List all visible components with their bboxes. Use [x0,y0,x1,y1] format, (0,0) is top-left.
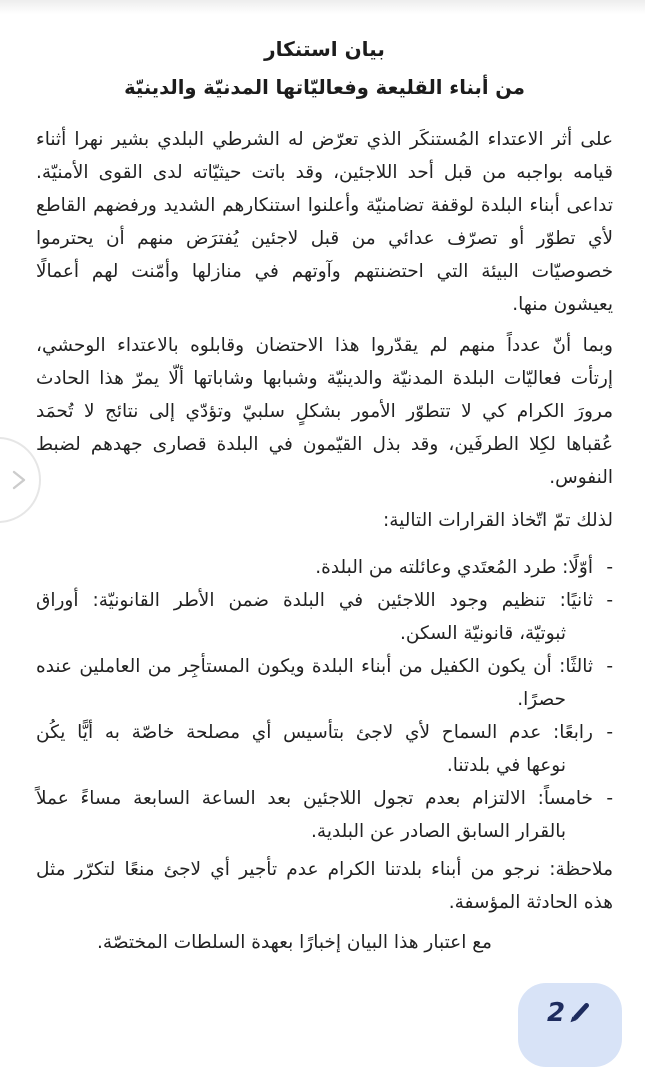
decision-line: ثالثًا: أن يكون الكفيل من أبناء البلدة ويكون المستأجِر من العاملين عنده [36,656,593,677]
paragraph-line: لأي تطوّر أو تصرّف عدائي من قبل لاجئين يُفترَض منهم أن يحترموا [36,228,613,249]
paragraph-line: خصوصيّات البيئة التي احتضنتهم وآوتهم في منازلها وأمّنت لهم أعمالًا [36,261,613,282]
paragraph-line: النفوس. [549,467,613,488]
dash-marker: - [606,722,613,743]
paragraph-line: تداعى أبناء البلدة لوقفة تضامنيّة وأعلنوا استنكارهم الشديد ورفضهم القاطع [36,195,613,216]
pen-icon [567,999,593,1025]
dash-marker: - [606,590,613,611]
paragraph-line: إرتأت فعاليّات البلدة المدنيّة والدينيّة وشبابها وشاباتها ألّا يمرّ هذا الحادث [36,368,613,389]
decision-item-1 [36,551,613,584]
note-line: ملاحظة: نرجو من أبناء بلدتنا الكرام عدم تأجير أي لاجئ منعًا لتكرّر مثل [36,859,613,880]
decision-line: نوعها في بلدتنا. [446,755,566,776]
decision-item-4 [36,716,613,782]
decisions-list [36,551,613,848]
note-line: هذه الحادثة المؤسفة. [448,892,613,913]
dash-marker: - [606,656,613,677]
statement-title: بيان استنكار [264,37,385,61]
paragraph-line: وبما أنّ عدداً منهم لم يقدّروا هذا الاحتضان وقابلوه بالاعتداء الوحشي، [36,335,613,356]
note-paragraph [36,853,613,919]
decision-line: ثانيًا: تنظيم وجود اللاجئين في البلدة ضمن الأطر القانونيّة: أوراق [36,590,593,611]
decision-item-5 [36,782,613,848]
paragraph-line: على أثر الاعتداء المُستنكَر الذي تعرّض له الشرطي البلدي بشير نهرا أثناء [36,129,613,150]
decision-line: خامساً: الالتزام بعدم تجول اللاجئين بعد الساعة السابعة مساءً عملاً [36,788,593,809]
closing-line: مع اعتبار هذا البيان إخبارًا بعهدة السلطات المختصّة. [97,932,492,953]
dash-marker: - [606,557,613,578]
paragraph-2 [36,329,613,494]
chevron-right-icon [6,468,30,492]
decision-line: أوّلًا: طرد المُعتَدي وعائلته من البلدة. [315,557,593,578]
decision-line: حصرًا. [517,689,566,710]
decision-item-2 [36,584,613,650]
decision-line: رابعًا: عدم السماح لأي لاجئ بتأسيس أي مصلحة خاصّة به أيًّا يكُن [36,722,593,743]
decision-line: ثبوتيّة، قانونيّة السكن. [400,623,566,644]
decision-line: بالقرار السابق الصادر عن البلدية. [311,821,566,842]
annotate-badge-button[interactable] [518,983,622,1067]
paragraph-line: قيامه بواجبه من قبل أحد اللاجئين، وقد باتت حيثيّاته لدى القوى الأمنيّة. [36,162,613,183]
statement-subtitle: من أبناء القليعة وفعاليّاتها المدنيّة والدينيّة [124,76,525,99]
decision-item-3 [36,650,613,716]
annotation-count: 2 [546,998,566,1028]
paragraph-line: يعيشون منها. [512,294,613,315]
paragraph-line: مرورَ الكرام كي لا تتطوّر الأمور بشكلٍ سلبيّ وتؤدّي إلى نتائج لا تُحمَد [36,401,613,422]
paragraph-line: عُقباها لكِلا الطرفَين، وقد بذل القيّمون في البلدة قصارى جهدهم لضبط [36,434,613,455]
paragraph-1 [36,123,613,321]
dash-marker: - [606,788,613,809]
decisions-intro: لذلك تمّ اتّخاذ القرارات التالية: [382,510,613,531]
